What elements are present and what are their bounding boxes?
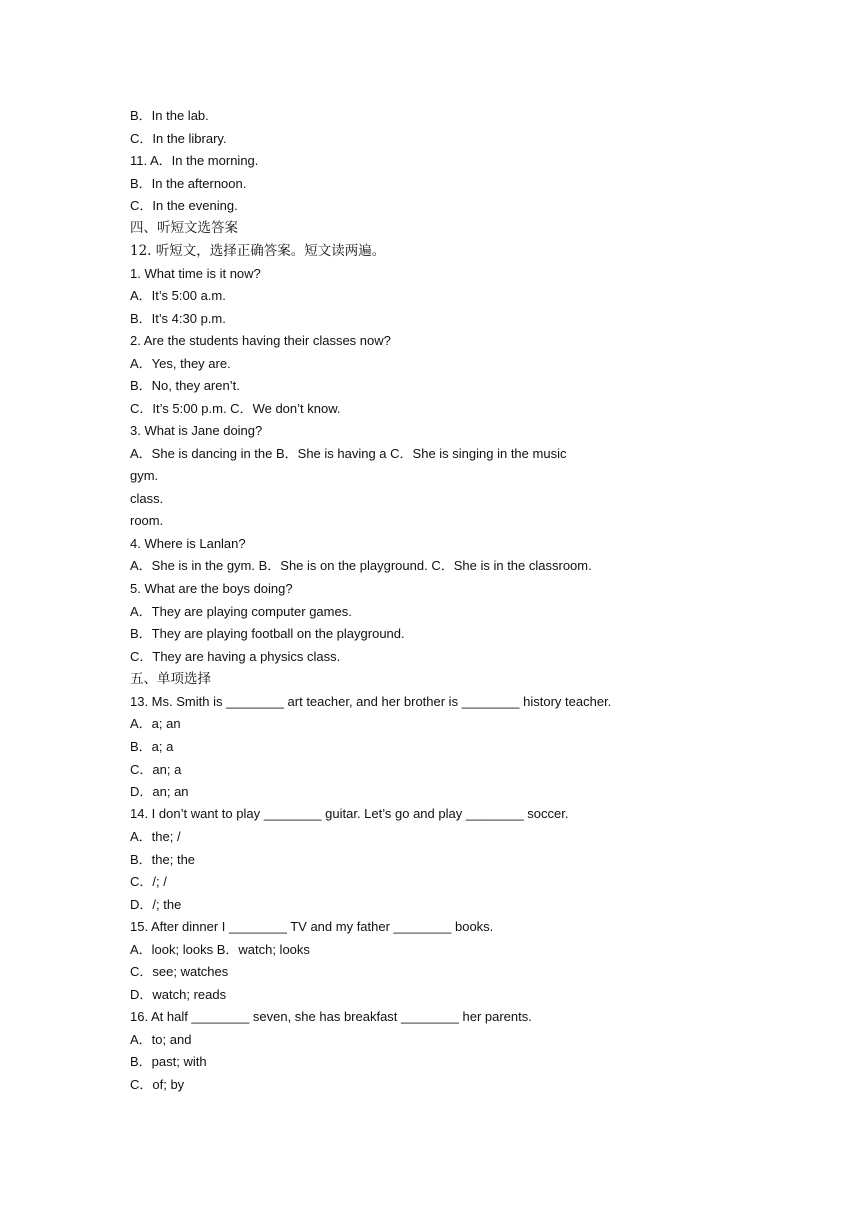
- option-b: B．No, they aren’t.: [130, 378, 240, 393]
- option-b: B．the; the: [130, 852, 196, 867]
- option-c: C．In the evening.: [130, 198, 238, 213]
- options-row: A．She is dancing in the B．She is having a C．She is singing in the music: [130, 446, 567, 461]
- option-continuation: room.: [130, 513, 164, 528]
- section-heading-5: 五、单项选择: [130, 671, 211, 687]
- option-b: B．past; with: [130, 1054, 207, 1069]
- option-c: C．/; /: [130, 874, 167, 889]
- sub-question-4: 4. Where is Lanlan?: [130, 536, 246, 551]
- option-continuation: class.: [130, 491, 164, 506]
- question-15: 15. After dinner I ________ TV and my father ________ books.: [130, 919, 494, 934]
- option-a: A．to; and: [130, 1032, 192, 1047]
- option-d: D．/; the: [130, 897, 182, 912]
- option-a: A．They are playing computer games.: [130, 604, 352, 619]
- sub-question-2: 2. Are the students having their classes now?: [130, 333, 391, 348]
- option-b: B．In the lab.: [130, 108, 209, 123]
- sub-question-5: 5. What are the boys doing?: [130, 581, 293, 596]
- option-a: A．the; /: [130, 829, 181, 844]
- question-12-instruction: 12. 听短文，选择正确答案。短文读两遍。: [130, 243, 386, 259]
- option-b: B．They are playing football on the playground.: [130, 626, 405, 641]
- option-a: A．a; an: [130, 716, 181, 731]
- option-d: D．an; an: [130, 784, 189, 799]
- question-16: 16. At half ________ seven, she has breakfast ________ her parents.: [130, 1009, 532, 1024]
- option-c: C．see; watches: [130, 964, 229, 979]
- option-b: B．It’s 4:30 p.m.: [130, 311, 226, 326]
- option-a: A．It’s 5:00 a.m.: [130, 288, 226, 303]
- question-14: 14. I don’t want to play ________ guitar. Let’s go and play ________ soccer.: [130, 806, 569, 821]
- option-b: B．a; a: [130, 739, 174, 754]
- sub-question-3: 3. What is Jane doing?: [130, 423, 263, 438]
- option-continuation: gym.: [130, 468, 159, 483]
- option-c: C．They are having a physics class.: [130, 649, 341, 664]
- section-heading-4: 四、听短文选答案: [130, 220, 238, 236]
- option-c: C．It’s 5:00 p.m. C．We don’t know.: [130, 401, 341, 416]
- question-13: 13. Ms. Smith is ________ art teacher, and her brother is ________ history teacher.: [130, 694, 612, 709]
- option-c: C．In the library.: [130, 131, 227, 146]
- question-11: 11. A．In the morning.: [130, 153, 259, 168]
- sub-question-1: 1. What time is it now?: [130, 266, 261, 281]
- option-c: C．of; by: [130, 1077, 185, 1092]
- option-c: C．an; a: [130, 762, 182, 777]
- option-d: D．watch; reads: [130, 987, 227, 1002]
- option-a: A．Yes, they are.: [130, 356, 231, 371]
- options-row: A．She is in the gym. B．She is on the playground. C．She is in the classroom.: [130, 558, 592, 573]
- options-row: A．look; looks B．watch; looks: [130, 942, 310, 957]
- option-b: B．In the afternoon.: [130, 176, 247, 191]
